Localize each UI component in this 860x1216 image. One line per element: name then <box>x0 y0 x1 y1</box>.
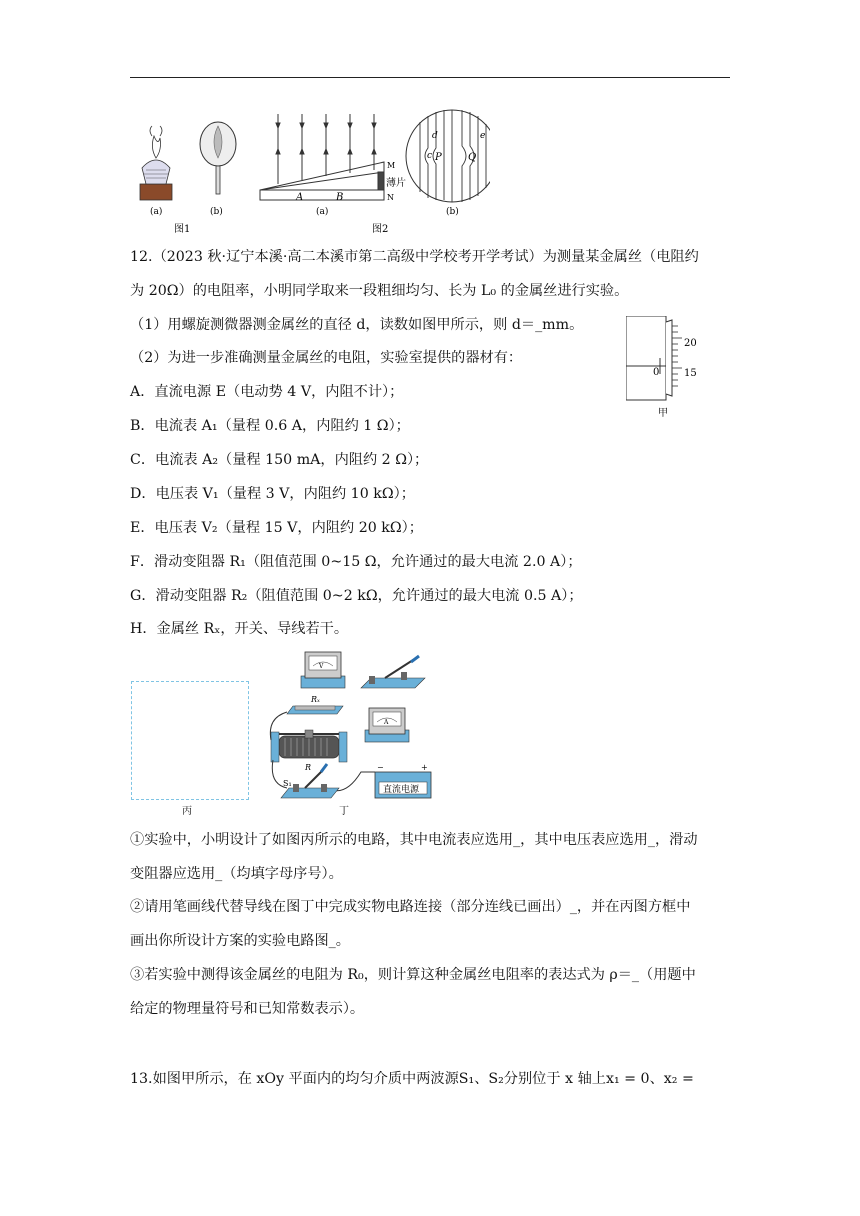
circuit-diagram-box <box>131 681 249 800</box>
q12-sub1-line1: ①实验中，小明设计了如图丙所示的电路，其中电流表应选用_，其中电压表应选用_，滑动 <box>130 832 698 848</box>
q12-sub2-line1: ②请用笔画线代替导线在图丁中完成实物电路连接（部分连线已画出）_，并在丙图方框中 <box>130 899 691 915</box>
q12-item-E: E．电压表 V₂（量程 15 V，内阻约 20 kΩ）； <box>130 520 423 536</box>
q12-part2: （2）为进一步准确测量金属丝的电阻，实验室提供的器材有： <box>130 350 523 366</box>
power-supply-icon <box>375 763 431 798</box>
power-label: 直流电源 <box>383 785 420 795</box>
s1-label: S₁ <box>283 779 292 788</box>
q12-stem-line2: 为 20Ω）的电阻率，小明同学取来一段粗细均匀、长为 L₀ 的金属丝进行实验。 <box>130 283 629 299</box>
q12-item-B: B．电流表 A₁（量程 0.6 A，内阻约 1 Ω）； <box>130 418 410 434</box>
q12-item-A: A．直流电源 E（电动势 4 V，内阻不计）； <box>130 384 404 400</box>
fig2a-label-A: A <box>296 192 304 203</box>
q12-item-F: F．滑动变阻器 R₁（阻值范围 0~15 Ω，允许通过的最大电流 2.0 A）； <box>130 554 582 570</box>
q12-sub1-line2: 变阻器应选用_（均填字母序号）。 <box>130 866 343 882</box>
micrometer-tick-0: 0 <box>653 367 660 378</box>
q13-line1: 13.如图甲所示，在 xOy 平面内的均匀介质中两波源S₁、S₂分别位于 x 轴上x₁ = 0、x₂ = <box>130 1071 694 1087</box>
q12-item-G: G．滑动变阻器 R₂（阻值范围 0~2 kΩ，允许通过的最大电流 0.5 A）； <box>130 588 583 604</box>
fig2b-label: (b) <box>446 207 459 217</box>
voltmeter-icon <box>301 652 345 688</box>
q12-sub2-line2: 画出你所设计方案的实验电路图_。 <box>130 933 350 949</box>
q12-item-C: C．电流表 A₂（量程 150 mA，内阻约 2 Ω）； <box>130 452 429 468</box>
fig2a-label-N: N <box>387 193 394 202</box>
micrometer-tick-20: 20 <box>684 338 697 349</box>
fig2b-label-d: d <box>432 131 438 141</box>
switch-top-icon <box>361 656 425 688</box>
q12-stem-line1: 12.（2023 秋·辽宁本溪·高二本溪市第二高级中学校考开学考试）为测量某金属丝（电阻约 <box>130 249 699 265</box>
fig1b-label: (b) <box>210 207 223 217</box>
micrometer-tick-15: 15 <box>684 368 697 379</box>
q12-item-D: D．电压表 V₁（量程 3 V，内阻约 10 kΩ）； <box>130 486 415 502</box>
fig2b-label-c: c <box>427 151 433 161</box>
power-minus: − <box>377 763 384 772</box>
fig2a-label-M: M <box>387 161 396 170</box>
rheostat-icon <box>271 730 347 772</box>
fig2a-wedge-diagram <box>260 114 384 200</box>
rx-resistor-icon <box>287 695 343 714</box>
q12-part1: （1）用螺旋测微器测金属丝的直径 d，读数如图甲所示，则 d＝_mm。 <box>130 317 584 333</box>
header-rule <box>130 77 730 78</box>
fig2b-label-Q: Q <box>468 152 477 163</box>
fig-bing-label: 丙 <box>182 806 192 817</box>
fig2a-label-B: B <box>336 192 344 203</box>
fig2b-fringes-diagram <box>406 110 490 202</box>
fig-ding-label: 丁 <box>339 806 349 817</box>
fig2b-label-P: P <box>435 152 442 163</box>
q12-item-H: H．金属丝 Rₓ，开关、导线若干。 <box>130 621 349 637</box>
fig2a-label: (a) <box>316 207 329 217</box>
fig1b-loop-icon <box>200 122 236 194</box>
fig1-caption: 图1 <box>174 224 191 235</box>
top-figures <box>130 108 490 236</box>
fig2b-label-e: e <box>480 131 486 141</box>
micrometer-figure <box>626 316 726 422</box>
fig1a-lamp-icon <box>140 126 172 200</box>
physical-circuit-figure <box>265 648 445 818</box>
ammeter-icon <box>365 708 409 742</box>
rx-label: Rₓ <box>311 695 320 704</box>
q12-sub3-line2: 给定的物理量符号和已知常数表示）。 <box>130 1001 365 1017</box>
ammeter-A: A <box>384 719 389 726</box>
q12-sub3-line1: ③若实验中测得该金属丝的电阻为 R₀，则计算这种金属丝电阻率的表达式为 ρ＝_（用题中 <box>130 967 696 983</box>
micrometer-label: 甲 <box>658 408 668 419</box>
power-plus: + <box>421 763 428 772</box>
fig2-caption: 图2 <box>372 224 389 235</box>
fig2a-label-thin: 薄片 <box>386 178 406 189</box>
fig1a-label: (a) <box>150 207 163 217</box>
rheostat-label: R <box>305 763 312 772</box>
voltmeter-V: V <box>319 663 324 670</box>
